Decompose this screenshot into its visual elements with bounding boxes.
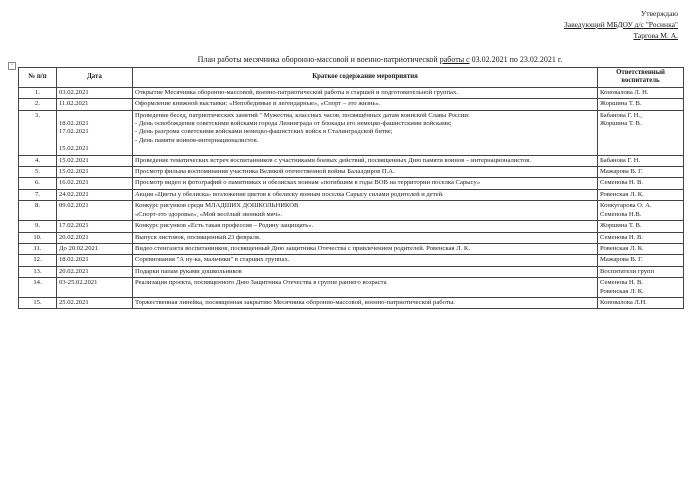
cell-num: 15. [19, 297, 57, 308]
header-responsible: Ответственный воспитатель [598, 68, 684, 88]
cell-event: Выпуск листовок, посвященный 23 февраля. [133, 232, 598, 243]
cell-responsible: Коновалова Л.Н. [598, 297, 684, 308]
cell-date: 20.02.2021 [57, 232, 133, 243]
cell-num: 9. [19, 221, 57, 232]
cell-event: Оформление книжной выставки: «Непобедимые и легендарные», «Спорт – это жизнь». [133, 99, 598, 110]
cell-date: 16.02.2021 [57, 178, 133, 189]
plan-title-dates: 03.02.2021 по 23.02.2021 г. [471, 55, 563, 64]
cell-num: 5. [19, 167, 57, 178]
cell-num: 13. [19, 266, 57, 277]
table-row [19, 221, 684, 232]
table-row [19, 255, 684, 266]
cell-event: Реализация проекта, посвященного Дню Защитника Отечества в группе раннего возраста [133, 278, 598, 298]
cell-date: 20.02.2021 [57, 266, 133, 277]
cell-responsible: Воспитатели групп [598, 266, 684, 277]
cell-event: Открытие Месячника оборонно-массовой, военно-патриотической работы в старшей и подготовительной группах. [133, 87, 598, 98]
cell-event: Конкурс рисунков «Есть такая профессия – Родину защищать». [133, 221, 598, 232]
cell-responsible: Семенова Н. В. Ровенская Л. К. [598, 278, 684, 298]
cell-num: 6. [19, 178, 57, 189]
cell-responsible: Конкугарова О. А. Семенова Н.В. [598, 201, 684, 221]
cell-event: Акция «Цветы у обелиска» возложение цветов к обелиску воинам поселка Сарысу силами родителей и детей. [133, 189, 598, 200]
cell-responsible: Семенова Н. В. [598, 178, 684, 189]
cell-responsible: Мажарова В. Г. [598, 255, 684, 266]
cell-num: 7. [19, 189, 57, 200]
approval-line-3: Таргова М. А. [633, 31, 678, 40]
table-row [19, 266, 684, 277]
cell-date: 18.02.2021 17.02.2021 15.02.2021 [57, 110, 133, 155]
cell-responsible: Бабанова Г. Н. [598, 155, 684, 166]
cell-responsible: Жоршина Т. В. [598, 221, 684, 232]
events-table [18, 67, 684, 309]
cell-num: 4. [19, 155, 57, 166]
table-row [19, 167, 684, 178]
cell-num: 12. [19, 255, 57, 266]
cell-date: 09.02.2021 [57, 201, 133, 221]
table-body [19, 87, 684, 309]
table-header-row [19, 68, 684, 88]
header-num: № п/п [19, 68, 57, 88]
cell-date: 17.02.2021 [57, 221, 133, 232]
cell-responsible: Семенова Н. В. [598, 232, 684, 243]
cell-responsible: Ровенская Л. К. [598, 243, 684, 254]
cell-event: Соревнования "А ну-ка, мальчики" в старших группах. [133, 255, 598, 266]
cell-responsible: Мажарова В. Г. [598, 167, 684, 178]
cell-responsible: Жоршина Т. В. [598, 99, 684, 110]
table-row [19, 278, 684, 298]
cell-date: 11.02.2021 [57, 99, 133, 110]
table-row [19, 297, 684, 308]
cell-event: Конкурс рисунков среди МЛАДШИХ ДОШКОЛЬНИКОВ «Спорт-это здоровье», «Мой весёлый звонкий мяч». [133, 201, 598, 221]
plan-title-prefix: План работы месячника оборонно-массовой и военно-патриотической [197, 55, 438, 64]
plan-title-underlined: работы с [439, 55, 470, 64]
approval-line-2: Заведующий МБДОУ д/с "Росинка" [563, 20, 678, 29]
table-row [19, 110, 684, 155]
cell-num: 14. [19, 278, 57, 298]
cell-num: 10. [19, 232, 57, 243]
table-row [19, 99, 684, 110]
cell-num: 3. [19, 110, 57, 155]
cell-event: Подарки папам руками дошкольников [133, 266, 598, 277]
header-date: Дата [57, 68, 133, 88]
cell-date: 18.02.2021 [57, 255, 133, 266]
cell-date: 15.02.2021 [57, 155, 133, 166]
cell-date: 25.02.2021 [57, 297, 133, 308]
cell-num: 2. [19, 99, 57, 110]
table-row [19, 155, 684, 166]
cell-date: 03-25.02.2021 [57, 278, 133, 298]
cell-date: 15.02.2021 [57, 167, 133, 178]
approval-block [564, 8, 678, 41]
cell-num: 1. [19, 87, 57, 98]
cell-num: 11. [19, 243, 57, 254]
cell-event: Видео стенгазета воспитанников, посвященный Дню защитника Отечества с привлечением родителей. Ровенская Л. К. [133, 243, 598, 254]
cell-event: Просмотр видео и фотографий о памятниках и обелисках воинам «погибшим в годы ВОВ на территории поселка Сарысу» [133, 178, 598, 189]
cell-responsible: Ровенская Л. К. [598, 189, 684, 200]
cell-event: Проведение бесед, патриотических занятий " Мужества, классных часов, посвящённых датам воинской Славы России: - День освобождения советскими войсками города Ленинграда от блокады его немецко-фашистскими войсками; - День разгрома советскими войсками немецко-фашистских войск в Сталинградской битве; - День памяти воинов-интернационалистов. [133, 110, 598, 155]
cell-date: 03.02.2021 [57, 87, 133, 98]
table-row [19, 87, 684, 98]
table-row [19, 178, 684, 189]
table-row [19, 232, 684, 243]
plan-title [100, 55, 660, 64]
cell-date: До 20.02.2021 [57, 243, 133, 254]
approval-line-1: Утверждаю [640, 9, 678, 18]
header-event: Краткое содержание мероприятия [133, 68, 598, 88]
table-anchor-icon[interactable]: + [8, 62, 16, 70]
cell-responsible: Бабанова Г. Н., Жоршина Т. В. [598, 110, 684, 155]
table-row [19, 189, 684, 200]
table-row [19, 201, 684, 221]
cell-date: 24.02.2021 [57, 189, 133, 200]
cell-event: Просмотр фильма воспоминания участника Великой отечественной войны Балалдиров П.А. [133, 167, 598, 178]
cell-event: Проведение тематических встреч воспитанников с участниками боевых действий, посвященных Дню памяти воинов – интернационалистов. [133, 155, 598, 166]
table-row [19, 243, 684, 254]
cell-responsible: Коновалова Л. Н. [598, 87, 684, 98]
cell-num: 8. [19, 201, 57, 221]
cell-event: Торжественная линейка, посвященная закрытию Месячника оборонно-массовой, военно-патриотической работы. [133, 297, 598, 308]
